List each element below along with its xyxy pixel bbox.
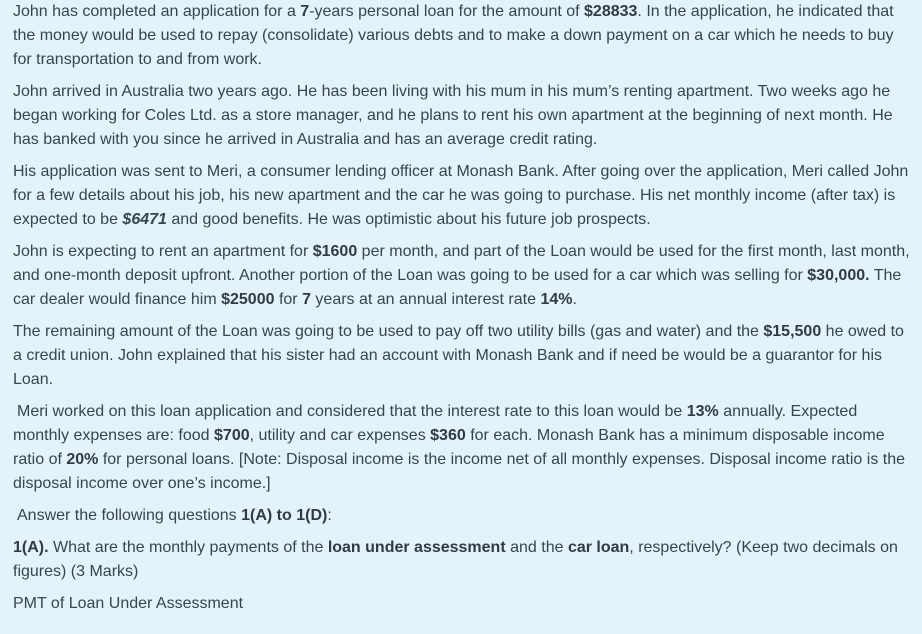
question-1a: [13, 536, 913, 584]
answer-label-pmt: [13, 592, 913, 616]
bold-term-interest-rate: 13%: [686, 403, 719, 420]
text-span: What are the monthly payments of the: [48, 539, 328, 556]
text-span: -years personal loan for the amount of: [309, 3, 585, 20]
bold-term-credit-union-debt: $15,500: [763, 323, 822, 340]
text-span: and the: [505, 539, 568, 556]
text-span: , utility and car expenses: [249, 427, 431, 444]
text-span: :: [327, 507, 332, 524]
text-span: per month, and part of the Loan would be used for the first month, last month, and one-month deposit upfront. Another portion of the Loan was going to be used for a car which was selling for: [13, 243, 910, 284]
bold-term-loan-under-assessment: loan under assessment: [327, 539, 506, 556]
text-span: .: [572, 291, 577, 308]
bold-term-loan-amount: $28833: [584, 3, 638, 20]
bold-term-car-price: $30,000.: [807, 267, 870, 284]
text-span: His application was sent to Meri, a consumer lending officer at Monash Bank. After going over the application, Meri called John for a few details about his job, his new apartment and the car he was going to purchase. His net monthly income (after tax) is expected to be: [13, 163, 909, 228]
paragraph-loan-application: [13, 0, 913, 72]
text-span: years at an annual interest rate: [310, 291, 541, 308]
bold-term-ratio: 20%: [66, 451, 99, 468]
paragraph-rent-and-car: [13, 240, 913, 312]
text-span: Answer the following questions: [17, 507, 242, 524]
bold-term-car-rate: 14%: [540, 291, 573, 308]
bold-term-question-range: 1(A) to 1(D): [241, 507, 328, 524]
text-span: for personal loans. [Note: Disposal income is the income net of all monthly expenses. Disposal income ratio is the disposal income over one’s income.]: [13, 451, 906, 492]
bold-term-car-years: 7: [302, 291, 311, 308]
bold-term-car-finance: $25000: [221, 291, 275, 308]
text-span: , respectively? (Keep two decimals on figures) (3 Marks): [13, 539, 898, 580]
paragraph-meri-review: [13, 160, 913, 232]
paragraph-remaining-loan: [13, 320, 913, 392]
bold-term-food: $700: [214, 427, 250, 444]
text-span: and good benefits. He was optimistic about his future job prospects.: [166, 211, 651, 228]
text-span: for: [274, 291, 303, 308]
text-span: John is expecting to rent an apartment for: [13, 243, 313, 260]
text-span: annually. Expected monthly expenses are: food: [13, 403, 858, 444]
text-span: The remaining amount of the Loan was going to be used to pay off two utility bills (gas and water) and the: [13, 323, 764, 340]
text-span: he owed to a credit union. John explained that his sister had an account with Monash Bank and if need be would be a guarantor for his Loan.: [13, 323, 904, 388]
text-span: John arrived in Australia two years ago. He has been living with his mum in his mum’s renting apartment. Two weeks ago he began working for Coles Ltd. as a store manager, and he plans to rent his own apartment at the beginning of next month. He has banked with you since he arrived in Australia and has an average credit rating.: [13, 83, 893, 148]
bold-term-years: 7: [300, 3, 310, 20]
paragraph-instructions: [13, 504, 913, 528]
text-span: John has completed an application for a: [13, 3, 301, 20]
bold-term-rent: $1600: [312, 243, 358, 260]
text-span: . In the application, he indicated that the money would be used to repay (consolidate) various debts and to make a down payment on a car which he needs to buy for transportation to and from work.: [13, 3, 894, 68]
text-span: for each. Monash Bank has a minimum disposable income ratio of: [13, 427, 885, 468]
bold-term-net-income: $6471: [122, 211, 167, 228]
question-number: 1(A).: [13, 539, 49, 556]
text-span: PMT of Loan Under Assessment: [13, 595, 244, 612]
text-span: The car dealer would finance him: [13, 267, 902, 308]
bold-term-utility: $360: [430, 427, 466, 444]
paragraph-expenses: [13, 400, 913, 496]
bold-term-car-loan: car loan: [567, 539, 630, 556]
paragraph-john-background: [13, 80, 913, 152]
text-span: Meri worked on this loan application and considered that the interest rate to this loan would be: [17, 403, 687, 420]
